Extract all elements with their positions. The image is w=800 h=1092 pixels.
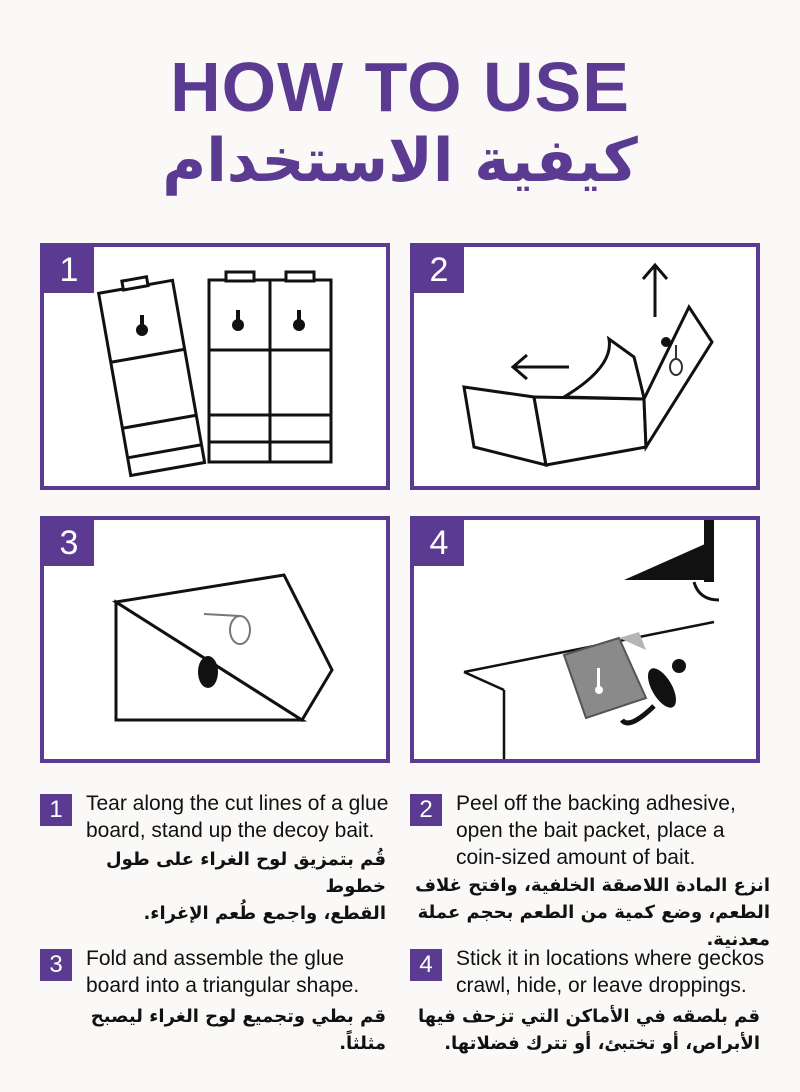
step-text-english: Stick it in locations where geckos crawl, hide, or leave droppings. bbox=[456, 947, 765, 997]
step-4-instructions bbox=[410, 945, 780, 1065]
panel-number: 3 bbox=[44, 520, 94, 566]
illustration-panel-2 bbox=[410, 243, 760, 490]
step-number-badge: 3 bbox=[40, 949, 72, 981]
step-number-badge: 4 bbox=[410, 949, 442, 981]
step-number-badge: 1 bbox=[40, 794, 72, 826]
step-2-instructions bbox=[410, 790, 780, 950]
step-text-arabic: قم بلصقه في الأماكن التي تزحف فيها الأبراص، أو تختبئ، أو تترك فضلاتها. bbox=[418, 1006, 760, 1054]
illustration-panel-3 bbox=[40, 516, 390, 763]
wall-mount-gecko-illustration bbox=[414, 520, 756, 759]
step-number-badge: 2 bbox=[410, 794, 442, 826]
page-title: HOW TO USE bbox=[170, 48, 630, 126]
step-text-english: Tear along the cut lines of a glue board, stand up the decoy bait. bbox=[86, 792, 389, 842]
step-1-instructions bbox=[40, 790, 390, 924]
illustration-panel-4 bbox=[410, 516, 760, 763]
glue-board-illustration bbox=[44, 247, 386, 486]
page-title-arabic: كيفية الاستخدام bbox=[162, 126, 638, 196]
step-text-english: Fold and assemble the glue board into a triangular shape. bbox=[86, 947, 360, 997]
illustration-panel-1 bbox=[40, 243, 390, 490]
step-text-english: Peel off the backing adhesive, open the bait packet, place a coin-sized amount of bait. bbox=[456, 792, 736, 869]
panel-number: 4 bbox=[414, 520, 464, 566]
step-text-arabic: قُم بتمزيق لوح الغراء على طول خطوط القطع، واجمع طُعم الإغراء. bbox=[106, 849, 386, 924]
step-3-instructions bbox=[40, 945, 390, 1054]
panel-number: 1 bbox=[44, 247, 94, 293]
panel-number: 2 bbox=[414, 247, 464, 293]
peel-backing-illustration bbox=[414, 247, 756, 486]
step-text-arabic: انزع المادة اللاصقة الخلفية، وافتح غلاف الطعم، وضع كمية من الطعم بحجم عملة معدنية. bbox=[415, 875, 770, 950]
triangle-trap-illustration bbox=[44, 520, 386, 759]
step-text-arabic: قم بطي وتجميع لوح الغراء ليصبح مثلثاً. bbox=[90, 1006, 386, 1054]
